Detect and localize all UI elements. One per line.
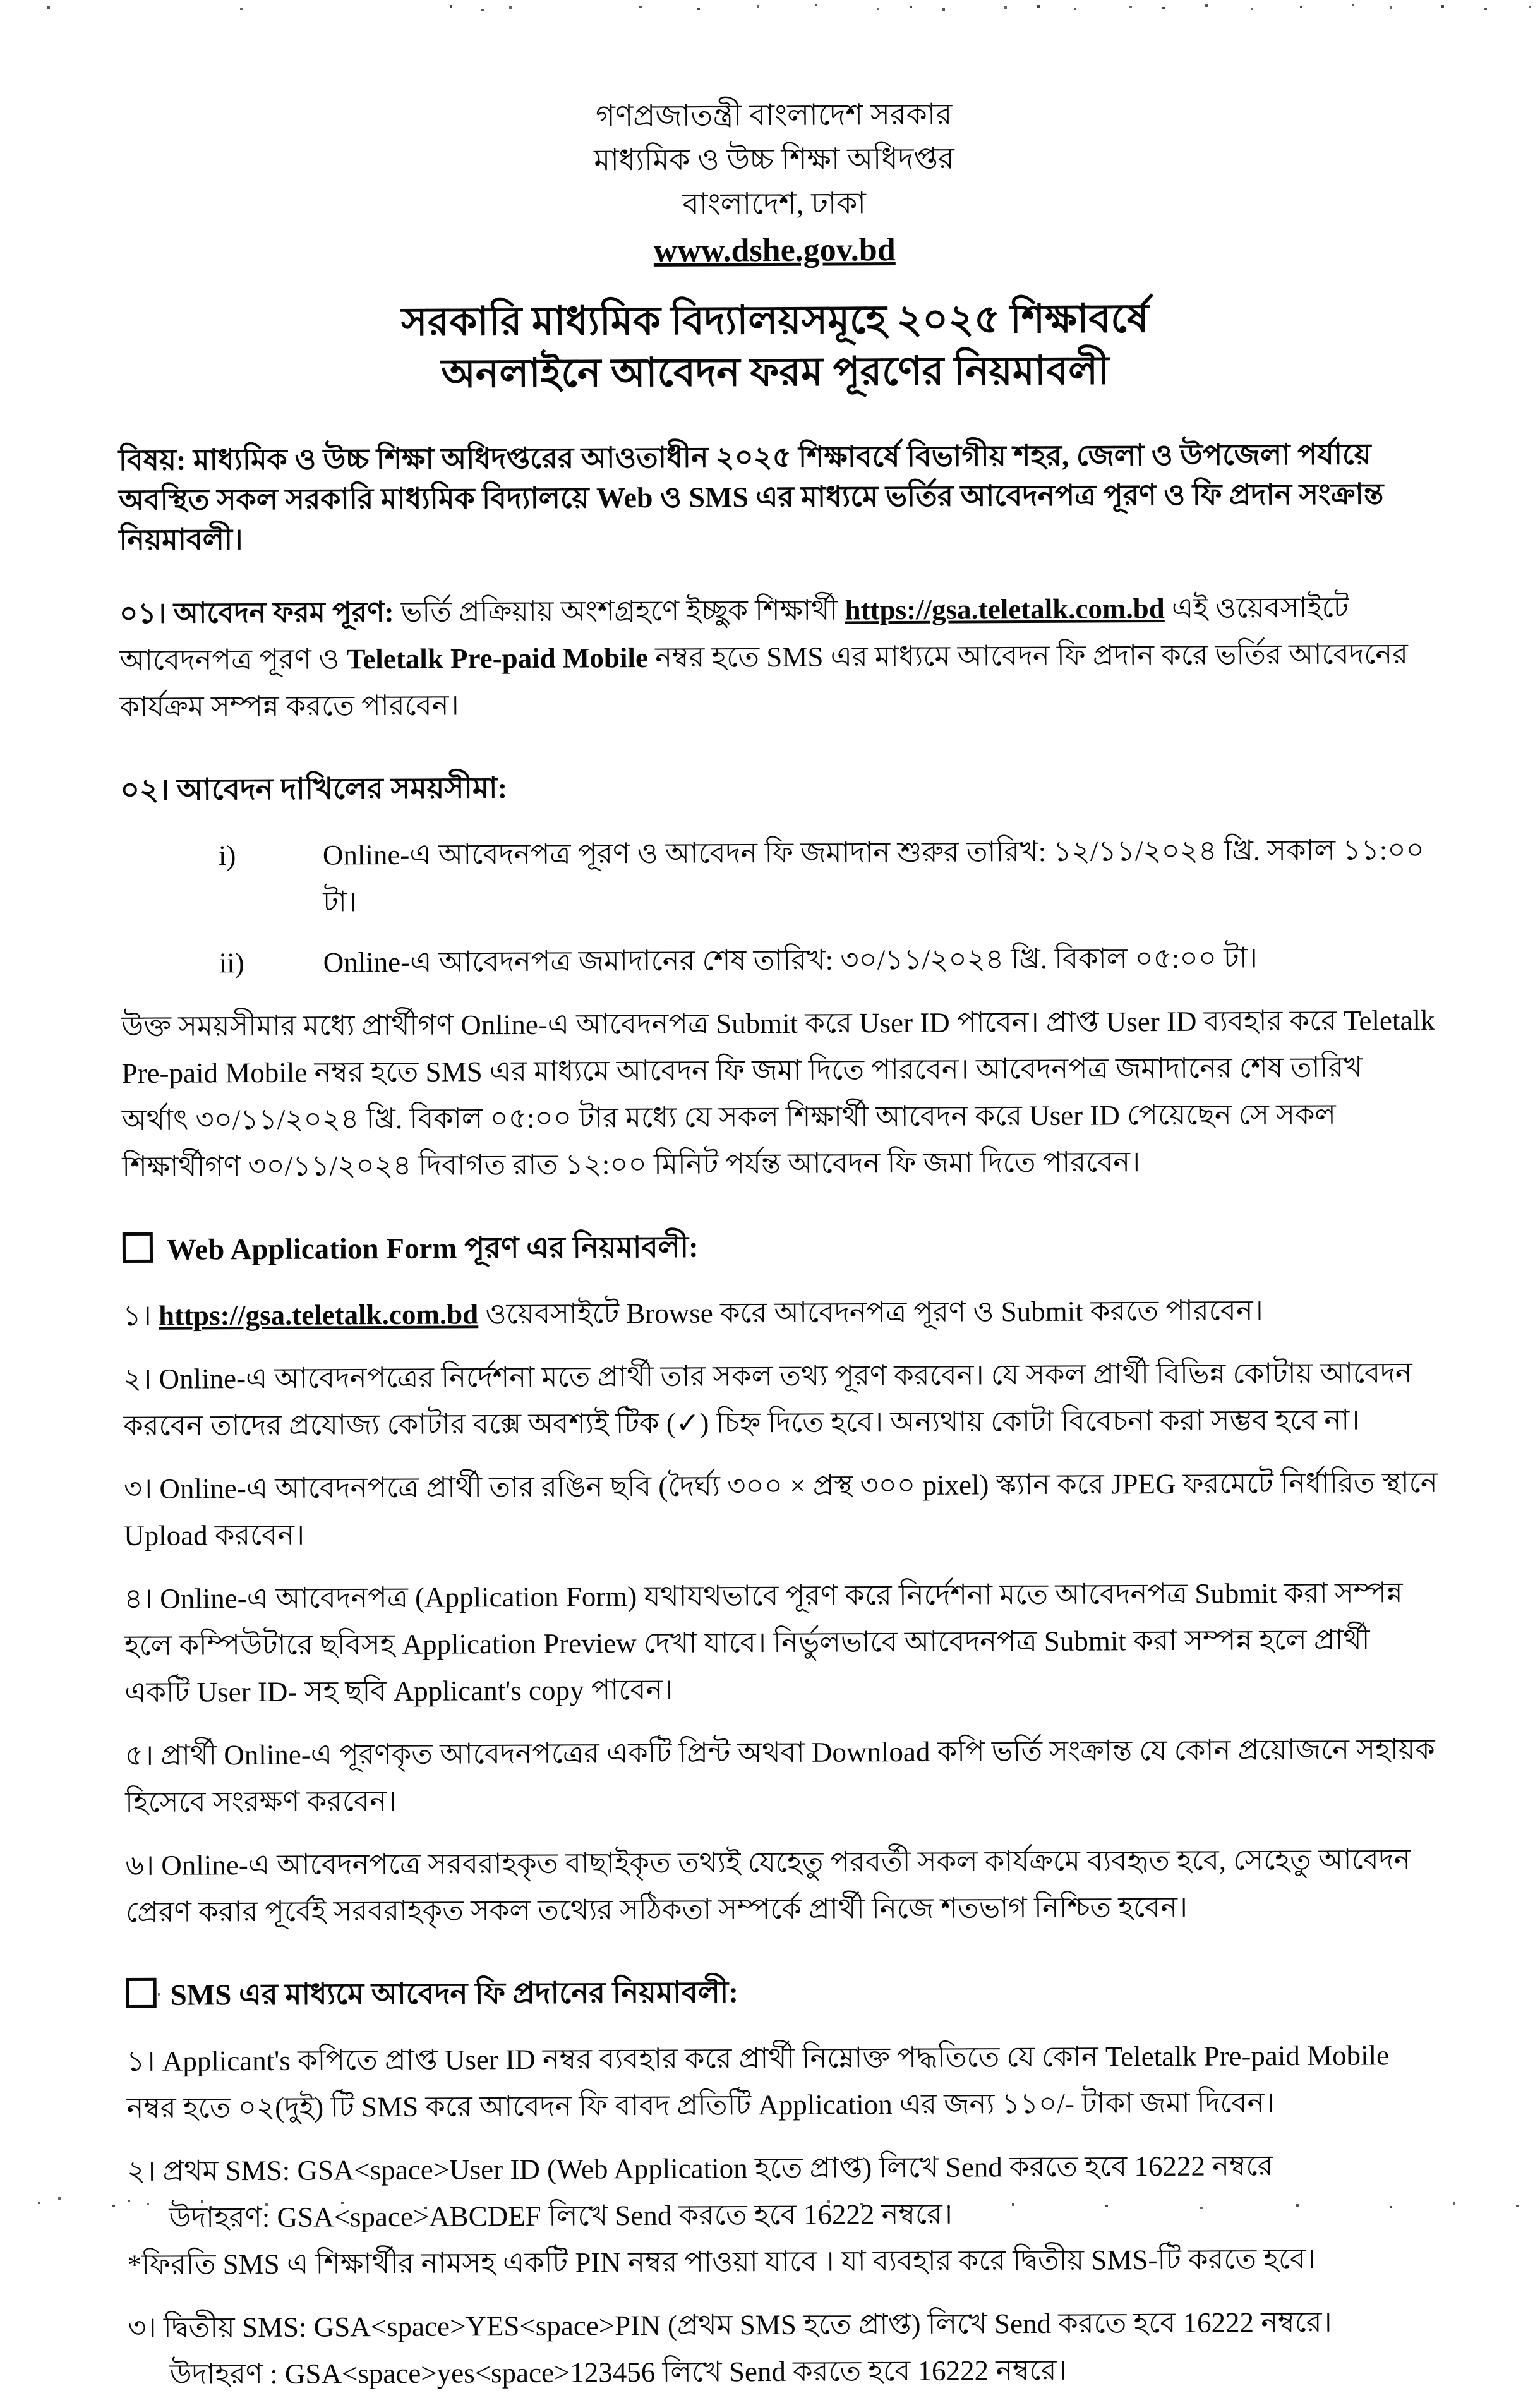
sms-example-2: উদাহরণ : GSA<space>yes<space>123456 লিখে Send করতে হবে 16222 নম্বরে।: [169, 2354, 1067, 2390]
section-01-text-2: এই ওয়েবসাইটে আবেদনপত্র পূরণ ও: [119, 591, 1349, 677]
sms-rule-item-3: ৩। দ্বিতীয় SMS: GSA<space>YES<space>PIN (প্রথম SMS হতে প্রাপ্ত) লিখে Send করতে হবে 16222 নম্বরে।: [128, 2306, 1332, 2344]
section-01-label: ০১। আবেদন ফরম পূরণ:: [119, 596, 401, 630]
section-02-paragraph: উক্ত সময়সীমার মধ্যে প্রার্থীগণ Online-এ আবেদনপত্র Submit করে User ID পাবেন। প্রাপ্ত User ID ব্যবহার করে Teletalk Pre-paid Mobile নম্বর হতে SMS এর মাধ্যমে আবেদন ফি জমা দিতে পারবেন। আবেদনপত্র জমাদানের শেষ তারিখ অর্থাৎ ৩০/১১/২০২৪ খ্রি. বিকাল ০৫:০০ টার মধ্যে যে সকল শিক্ষার্থী আবেদন করে User ID পেয়েছেন সে সকল শিক্ষার্থীগণ ৩০/১১/২০২৪ দিবাগত রাত ১২:০০ মিনিট পর্যন্ত আবেদন ফি জমা দিতে পারবেন।: [121, 1004, 1435, 1183]
scan-noise-bottom: [0, 0, 3, 3]
web-rules-heading: [123, 1220, 1436, 1276]
section-01-application-form: [119, 584, 1434, 730]
web-rule-1-marker: ১।: [123, 1299, 159, 1332]
deadline-start-text: Online-এ আবেদনপত্র পূরণ ও আবেদন ফি জমাদান শুরুর তারিখ: ১২/১১/২০২৪ খ্রি. সকাল ১১:০০ টা।: [322, 833, 1424, 918]
checkbox-icon: [123, 1232, 153, 1263]
doc-title-line2: অনলাইনে আবেদন ফরম পূরণের নিয়মাবলী: [441, 348, 1110, 396]
web-rule-item-3: ৩। Online-এ আবেদনপত্রে প্রার্থী তার রঙিন ছবি (দৈর্ঘ্য ৩০০ × প্রস্থ ৩০০ pixel) স্ক্যান করে JPEG ফরমেটে নির্ধারিত স্থানে Upload করবেন।: [123, 1466, 1438, 1552]
web-rule-item-6: ৬। Online-এ আবেদনপত্রে সরবরাহকৃত বাছাইকৃত তথ্যই যেহেতু পরবর্তী সকল কার্যক্রমে ব্যবহৃত হবে, সেহেতু আবেদন প্রেরণ করার পূর্বেই সরবরাহকৃত সকল তথ্যের সঠিকতা সম্পর্কে প্রার্থী নিজে শতভাগ নিশ্চিত হবেন।: [125, 1843, 1411, 1929]
sms-rule-item-2: ২। প্রথম SMS: GSA<space>User ID (Web Application হতে প্রাপ্ত) লিখে Send করতে হবে 16222 নম্বরে: [126, 2150, 1273, 2188]
sms-rules-heading: [126, 1966, 1440, 2021]
gsa-website-url-2: https://gsa.teletalk.com.bd: [158, 1298, 479, 1332]
gsa-website-url: https://gsa.teletalk.com.bd: [845, 592, 1165, 626]
web-rule-1-text: ওয়েবসাইটে Browse করে আবেদনপত্র পূরণ ও Submit করতে পারবেন।: [478, 1294, 1263, 1330]
web-rule-item-4: ৪। Online-এ আবেদনপত্র (Application Form) যথাযথভাবে পূরণ করে নির্দেশনা মতে আবেদনপত্র Submit করা সম্পন্ন হলে কম্পিউটারে ছবিসহ Application Preview দেখা যাবে। নির্ভুলভাবে আবেদনপত্র Submit করা সম্পন্ন হলে প্রার্থী একটি User ID- সহ ছবি Applicant's copy পাবেন।: [124, 1577, 1403, 1709]
section-02-heading: ০২। আবেদন দাখিলের সময়সীমা:: [120, 772, 508, 807]
sms-rule-item-1: ১। Applicant's কপিতে প্রাপ্ত User ID নম্বর ব্যবহার করে প্রার্থী নিম্নোক্ত পদ্ধতিতে যে কোন Teletalk Pre-paid Mobile নম্বর হতে ০২(দুই) টি SMS করে আবেদন ফি বাবদ প্রতিটি Application এর জন্য ১১০/- টাকা জমা দিবেন।: [126, 2039, 1390, 2124]
subject-line: বিষয়: মাধ্যমিক ও উচ্চ শিক্ষা অধিদপ্তরের আওতাধীন ২০২৫ শিক্ষাবর্ষে বিভাগীয় শহর, জেলা ও উপজেলা পর্যায়ে অবস্থিত সকল সরকারি মাধ্যমিক বিদ্যালয়ে Web ও SMS এর মাধ্যমে ভর্তির আবেদনপত্র পূরণ ও ফি প্রদান সংক্রান্ত নিয়মাবলী।: [118, 438, 1384, 557]
document-content: [117, 90, 1442, 2398]
sms-return-note: *ফিরতি SMS এ শিক্ষার্থীর নামসহ একটি PIN নম্বর পাওয়া যাবে । যা ব্যবহার করে দ্বিতীয় SMS-টি করতে হবে।: [127, 2243, 1316, 2281]
web-rule-item-2: ২। Online-এ আবেদনপত্রের নির্দেশনা মতে প্রার্থী তার সকল তথ্য পূরণ করবেন। যে সকল প্রার্থী বিভিন্ন কোটায় আবেদন করবেন তাদের প্রযোজ্য কোটার বক্সে অবশ্যই টিক (✓) চিহ্ন দিতে হবে। অন্যথায় কোটা বিবেচনা করা সম্ভব হবে না।: [123, 1357, 1412, 1442]
web-rule-item-1: [123, 1286, 1436, 1339]
sms-example-1: উদাহরণ: GSA<space>ABCDEF লিখে Send করতে হবে 16222 নম্বরে।: [169, 2198, 953, 2234]
section-01-text-3: নম্বর হতে SMS এর মাধ্যমে আবেদন ফি প্রদান করে ভর্তির আবেদনের কার্যক্রম সম্পন্ন করতে পারবেন।: [119, 638, 1409, 723]
roman-marker-i: i): [218, 840, 236, 872]
deadline-start-item: [121, 826, 1435, 926]
web-rule-item-5: ৫। প্রার্থী Online-এ পূরণকৃত আবেদনপত্রের একটি প্রিন্ট অথবা Download কপি ভর্তি সংক্রান্ত যে কোন প্রয়োজনে সহায়ক হিসেবে সংরক্ষণ করবেন।: [124, 1733, 1435, 1819]
deadline-end-text: Online-এ আবেদনপত্র জমাদানের শেষ তারিখ: ৩০/১১/২০২৪ খ্রি. বিকাল ০৫:০০ টা।: [323, 942, 1258, 979]
web-rules-heading-text: Web Application Form পূরণ এর নিয়মাবলী:: [166, 1231, 699, 1267]
checkbox-icon-2: [126, 1978, 157, 2008]
government-name: গণপ্রজাতন্ত্রী বাংলাদেশ সরকার: [595, 98, 953, 133]
section-01-text-1: ভর্তি প্রক্রিয়ায় অংশগ্রহণে ইচ্ছুক শিক্ষার্থী: [400, 594, 845, 628]
sms-rules-heading-text: SMS এর মাধ্যমে আবেদন ফি প্রদানের নিয়মাবলী:: [170, 1976, 739, 2012]
deadline-end-item: [121, 934, 1435, 987]
location-line: বাংলাদেশ, ঢাকা: [682, 187, 867, 221]
deadline-list: [121, 826, 1435, 987]
doc-title-line1: সরকারি মাধ্যমিক বিদ্যালয়সমূহে ২০২৫ শিক্ষাবর্ষে: [400, 296, 1149, 344]
website-url: www.dshe.gov.bd: [653, 232, 896, 269]
directorate-name: মাধ্যমিক ও উচ্চ শিক্ষা অধিদপ্তর: [594, 142, 954, 178]
roman-marker-ii: ii): [219, 947, 244, 979]
teletalk-prepaid-label: Teletalk Pre-paid Mobile: [346, 641, 649, 675]
